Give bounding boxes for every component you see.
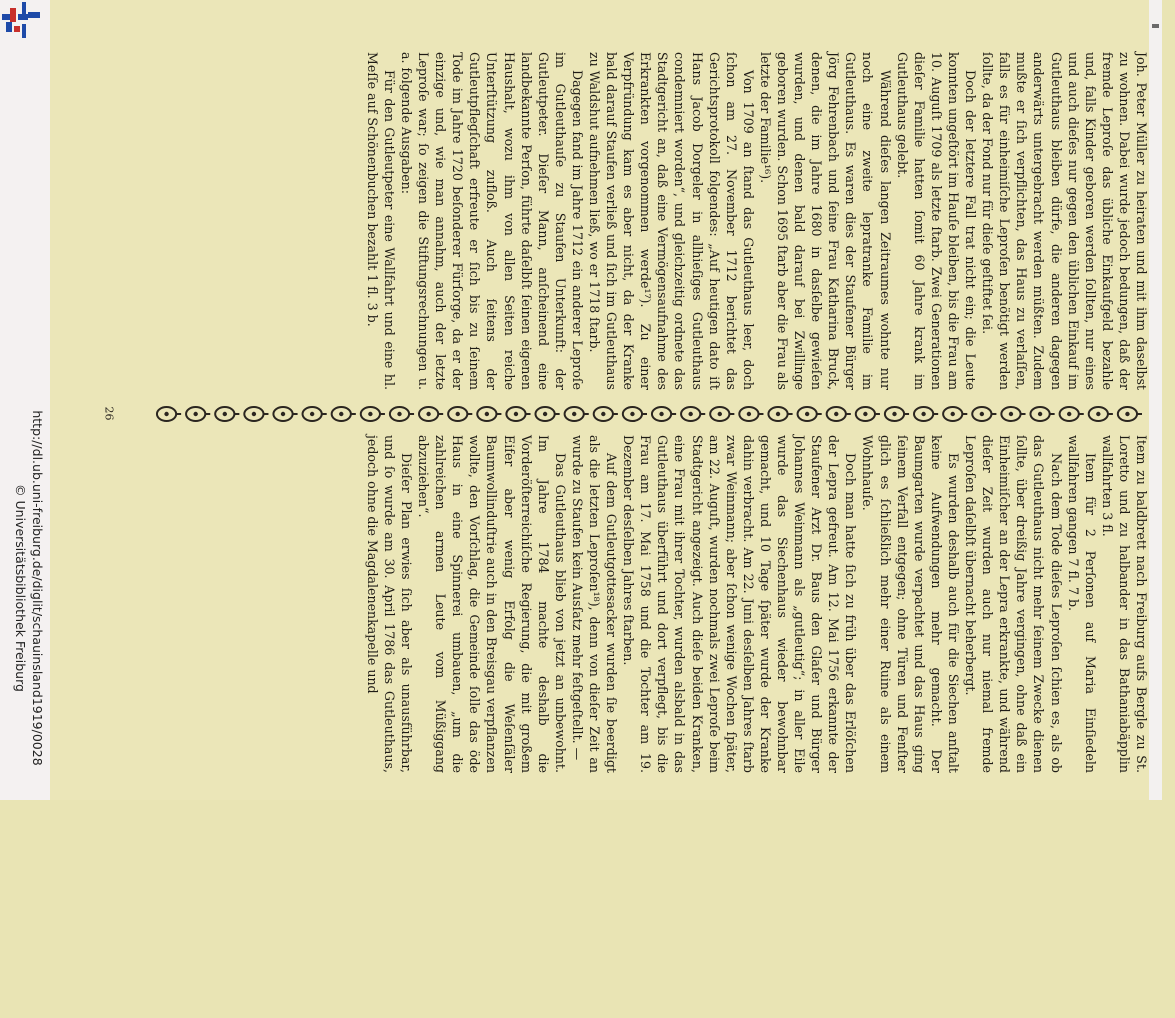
university-logo-icon[interactable] [0,0,46,52]
paragraph: Von 1709 an ſtand das Gutleuthaus leer, doch ſchon am 27. November 1712 berichtet das Gerichtsprotokoll folgendes: „Auf heutigen dato iſt Hans Jacob Dorgeler in allhieſiges Gutleuthaus condemniert worden“, und gleichzeitig ordnete das Stadtgericht an, daß eine Vermögensaufnahme des Erkrankten vorgenommen werde¹⁷). Zu einer Verpfründung kam es aber nicht, da der Kranke bald darauf Staufen verließ und ſich im Gutleuthaus zu Waldshut aufnehmen ließ, wo er 1718 ſtarb. [587,52,756,390]
paragraph: Dieſer Plan erwies ſich aber als unausführbar, und ſo wurde am 30. April 1786 das Gutleuthaus, jedoch ohne die Magdalenenkapelle und [364,435,414,773]
paragraph: Joh. Peter Müller zu heiraten und mit ihm daselbst zu wohnen. Dabei wurde jedoch bedungen, daß der fremde Leproſe das übliche Einkaufgeld bezahle und, falls Kinder geboren werden ſollten, nur eines und auch dieſes nur gegen den üblichen Einkauf im Gutleuthaus bleiben dürfe, die anderen dagegen anderwärts untergebracht werden müßten. Zudem mußte er ſich verpflichten, das Haus zu verlaſſen, falls es für einheimiſche Leproſen benötigt werden ſollte, da der Fond nur für dieſe geſtiftet ſei. [980,52,1149,390]
paragraph: Es wurden deshalb auch für die Siechen anſtalt keine Aufwendungen mehr gemacht. Der Baumgarten wurde verpachtet und das Haus ging ſeinem Verfall entgegen; ohne Türen und Fenſter glich es ſchließlich mehr einer Ruine als einem Wohnhauſe. [860,435,961,773]
document-url[interactable]: http://dl.ub.uni-freiburg.de/diglit/schauinsland1919/0028 [30,410,45,766]
paragraph: Auf dem Gutleutgottesacker wurden ſie beerdigt als die letzten Leproſen¹⁸), denn von dieſer Zeit an wurde zu Staufen kein Ausſatz mehr feſtgeſtellt. — [569,435,620,773]
paragraph: Während dieſes langen Zeitraumes wohnte nur noch eine zweite lepratranke Familie im Gutleuthaus. Es waren dies der Staufener Bürger Jörg Fehrenbach und ſeine Frau Katharina Bruck, denen, die im Jahre 1680 in dasſelbe gewieſen wurden, und denen bald darauf bei Zwillinge geboren wurden. Schon 1695 ſtarb aber die Frau als letzte der Familie¹⁶). [757,52,893,390]
text-column-right [364,435,1150,773]
paragraph: Item für 2 Perſonen auf Maria Einſiedeln wallfahren gangen 7 fl. 7 b. [1065,435,1098,773]
page-edge [1149,0,1162,800]
edge-mark [1152,24,1159,28]
paragraph: Doch der letztere Fall trat nicht ein; die Leute konnten ungeſtört im Hauſe bleiben, bis die Frau am 10. Auguſt 1709 als letzte ſtarb. Zwei Generationen dieſer Familie hatten ſomit 60 Jahre krank im Gutleuthaus gelebt. [894,52,979,391]
page-number: 26 [102,406,116,421]
copyright-credit: © Universitätsbibliothek Freiburg [13,484,28,692]
paragraph: Dagegen fand im Jahre 1712 ein anderer Leproſe im Gutleuthauſe zu Staufen Unterkunft: der Gutleutpeter. Dieſer Mann, anſcheinend eine landbekannte Perſon, führte daſelbſt ſeinen eigenen Haushalt, wozu ihm von allen Seiten reiche Unterſtützung zufloß. Auch ſeitens der Gutleutpflegſchaft erfreute er ſich bis zu ſeinem Tode im Jahre 1720 beſonderer Fürſorge, da er der einzige und, wie man annahm, auch der letzte Leproſe war; ſo zeigen die Stiftungsrechnungen u. a. folgende Ausgaben: [398,52,585,390]
paragraph: Für den Gutleutpeter eine Wallfahrt und eine hl. Meſſe auf Schönenbuchen bezahlt 1 fl. 3 b. [364,52,397,390]
text-column-left [364,52,1150,390]
scanned-page [50,0,1162,800]
rotated-text-page [130,28,1150,788]
paragraph: Das Gutleuthaus blieb von jetzt an unbewohnt. Im Jahre 1784 machte deshalb die Vorderöſterreichiſche Regierung, die mit großem Eifer aber wenig Erfolg die Weſenſäler Baumwollinduſtrie auch in den Breisgau verpflanzen wollte, den Vorſchlag, die Gemeinde ſolle das öde Haus in eine Spinnerei umbauen, „um die zahlreichen armen Leute vom Müßiggang abzuziehen“. [416,435,568,773]
paragraph: Item zu baldbrett nach Freiburg aufs Bergle zu St. Loretto und zu halbander in das Bathaniabäpplin wallfahrten 3 fl. [1099,435,1149,773]
paragraph: Doch man hatte ſich zu früh über das Erlöſchen der Lepra gefreut. Am 12. Mai 1756 erkannte der Staufener Arzt Dr. Baus den Glaſer und Bürger Johannes Weinmann als „gutleutig“; in aller Eile wurde das Siechenhaus wieder bewohnbar gemacht, und 10 Tage ſpäter wurde der Kranke dahin verbracht. Am 22. Juni desſelben Jahres ſtarb zwar Weinmann; aber ſchon wenige Wochen ſpäter, am 22. Auguſt, wurden nochmals zwei Leproſe beim Stadtgericht angezeigt. Auch dieſe beiden Kranken, eine Frau mit ihrer Tochter, wurden alsbald in das Gutleuthaus überführt und dort verpflegt, bis die Frau am 17. Mai 1758 und die Tochter am 19. Dezember desſelben Jahres ſtarben. [621,435,859,773]
viewer-side-panel [0,0,50,800]
paragraph: Nach dem Tode dieſes Leproſen ſchien es, als ob das Gutleuthaus nicht mehr ſeinem Zwecke dienen ſollte, über dreißig Jahre vergingen, ohne daß ein Einheimiſcher an der Lepra erkrankte, und während dieſer Zeit wurden auch nur niemal fremde Leproſen daſelbſt übernacht beherbergt. [963,435,1064,773]
